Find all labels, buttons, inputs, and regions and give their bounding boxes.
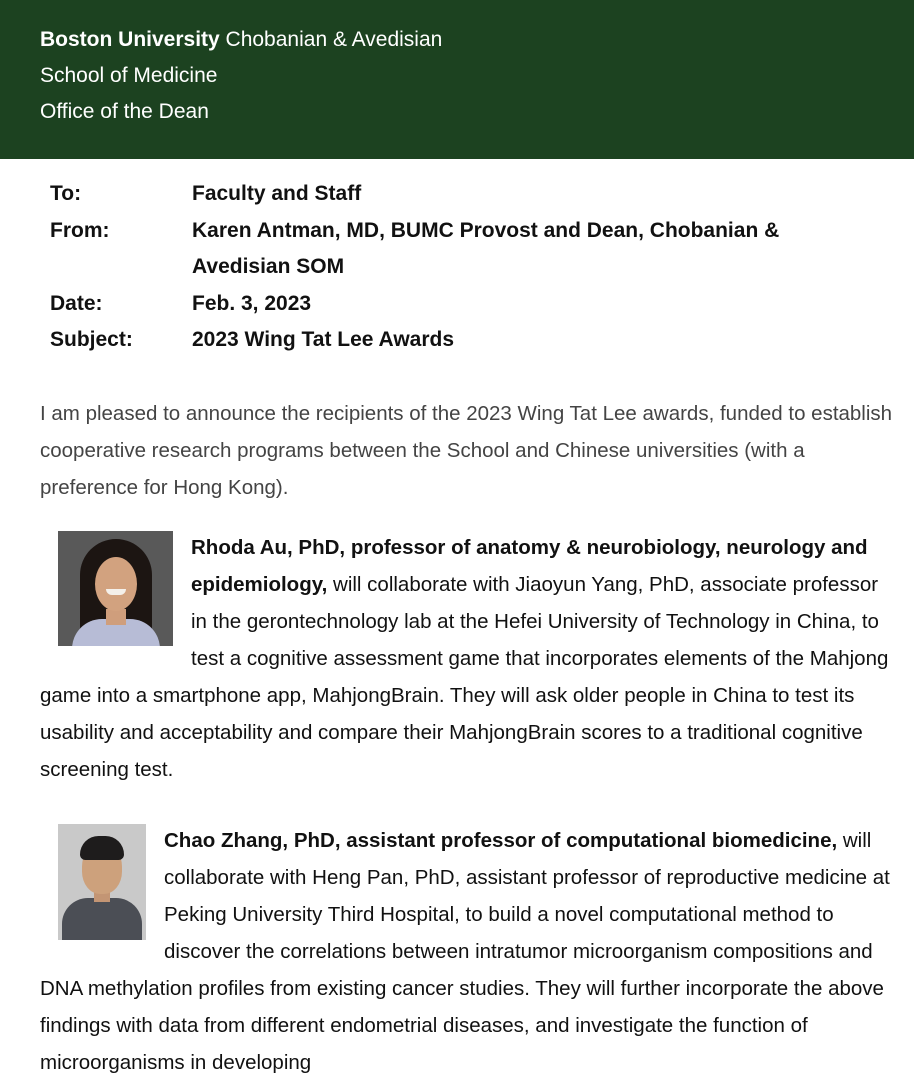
subject-label: Subject: xyxy=(50,328,133,351)
office-line: Office of the Dean xyxy=(40,100,209,123)
recipient-name: Chao Zhang, PhD, assistant professor of computational biomedicine, xyxy=(164,829,838,852)
recipient-name: Rhoda Au, PhD, professor of anatomy & neurobiology, neurology and epidemiology, xyxy=(191,536,868,596)
from-label: From: xyxy=(50,218,110,242)
recipient-description: will collaborate with Jiaoyun Yang, PhD, associate professor in the gerontechnology lab at the Hefei University of Technology in China, to test a cognitive assessment game that incorporates elements of the Mahjong game into a smartphone app, MahjongBrain. They will ask older people in China to test its usability and acceptability and compare their MahjongBrain scores to a traditional cognitive screening test. xyxy=(40,573,889,781)
date-label: Date: xyxy=(50,291,103,315)
recipient-photo xyxy=(58,824,146,940)
university-name: Boston University xyxy=(40,28,220,51)
recipient-description: will collaborate with Heng Pan, PhD, assistant professor of reproductive medicine at Peking University Third Hospital, to build a novel computational method to discover the correlations between intratumor microorganism compositions and DNA methylation profiles from existing cancer studies. They will further incorporate the above findings with data from different endometrial diseases, and investigate the function of microorganisms in developing xyxy=(40,829,890,1074)
school-name: Chobanian & Avedisian xyxy=(219,28,443,51)
from-value: Karen Antman, MD, BUMC Provost and Dean, Chobanian & Avedisian SOM xyxy=(192,218,780,278)
header-banner xyxy=(0,0,914,159)
school-line: School of Medicine xyxy=(40,64,218,87)
to-label: To: xyxy=(50,182,82,205)
recipient-section xyxy=(40,529,892,788)
date-value: Feb. 3, 2023 xyxy=(192,291,312,315)
recipient-section xyxy=(40,822,892,1081)
subject-value: 2023 Wing Tat Lee Awards xyxy=(192,328,455,351)
institution-line xyxy=(40,22,442,58)
intro-paragraph: I am pleased to announce the recipients of the 2023 Wing Tat Lee awards, funded to establish cooperative research programs between the School and Chinese universities (with a preference for Hong Kong). xyxy=(40,402,893,499)
recipient-photo xyxy=(58,531,173,646)
to-value: Faculty and Staff xyxy=(192,182,362,205)
